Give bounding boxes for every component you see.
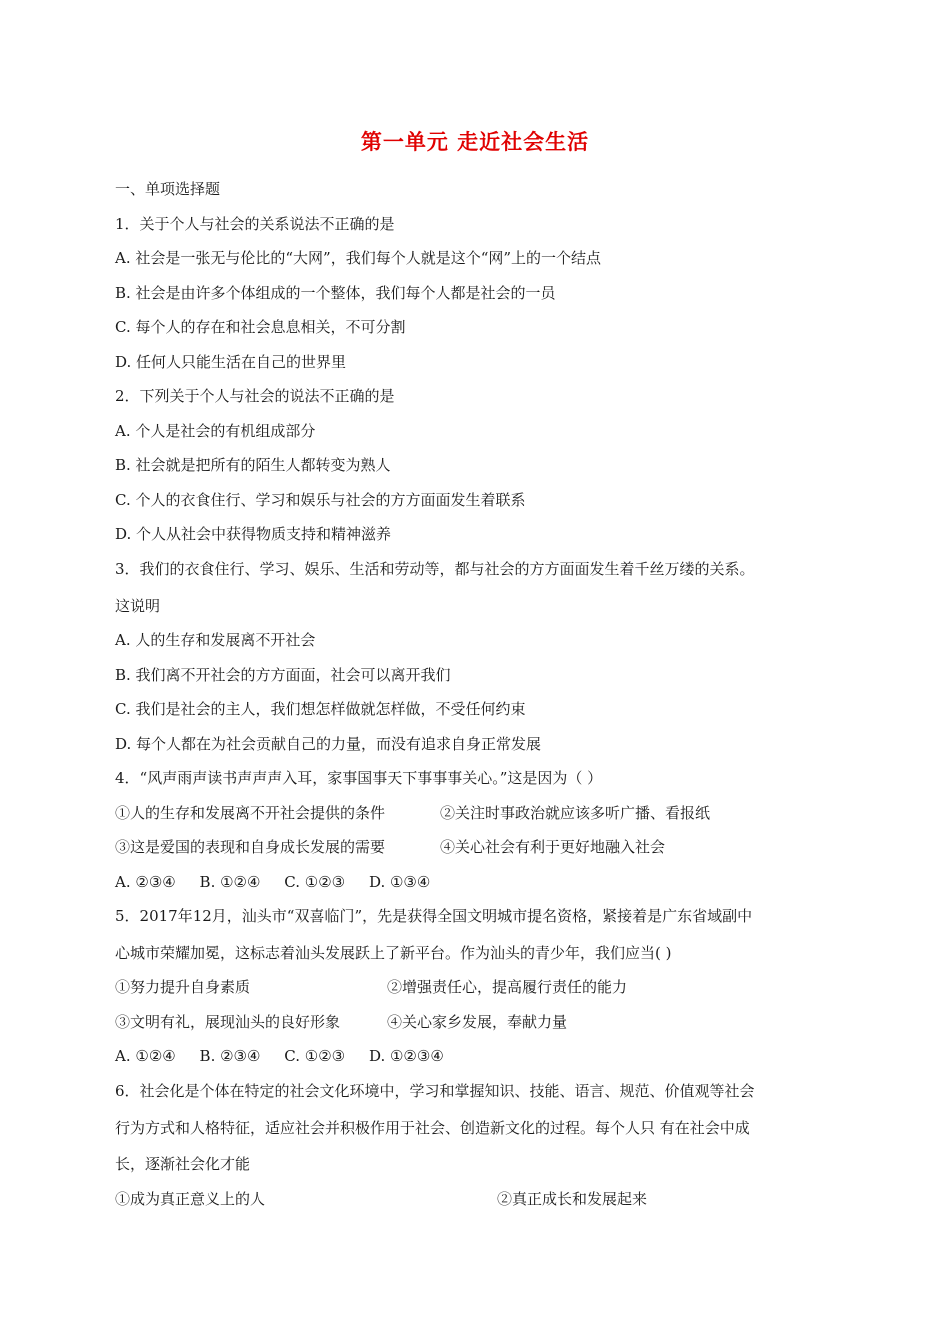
q4-options: A. ②③④ B. ①②④ C. ①②③ D. ①③④ bbox=[115, 873, 431, 891]
q6-stem-line1: 6．社会化是个体在特定的社会文化环境中，学习和掌握知识、技能、语言、规范、价值观等社会 bbox=[115, 1082, 755, 1100]
q1-option-d: D. 任何人只能生活在自己的世界里 bbox=[115, 353, 347, 371]
q3-option-d: D. 每个人都在为社会贡献自己的力量，而没有追求自身正常发展 bbox=[115, 735, 542, 753]
q4-statement-1: ①人的生存和发展离不开社会提供的条件 bbox=[115, 804, 386, 822]
q4-statement-row-2 bbox=[115, 836, 666, 858]
q2-option-b: B. 社会就是把所有的陌生人都转变为熟人 bbox=[115, 456, 391, 474]
q3-option-c: C. 我们是社会的主人，我们想怎样做就怎样做，不受任何约束 bbox=[115, 700, 526, 718]
q1-option-b: B. 社会是由许多个体组成的一个整体，我们每个人都是社会的一员 bbox=[115, 284, 556, 302]
q5-statement-1: ①努力提升自身素质 bbox=[115, 978, 251, 996]
q6-statement-2: ②真正成长和发展起来 bbox=[497, 1190, 648, 1208]
q5-statement-4: ④关心家乡发展，奉献力量 bbox=[387, 1013, 568, 1031]
q5-statement-2: ②增强责任心，提高履行责任的能力 bbox=[387, 978, 628, 996]
section-heading: 一、单项选择题 bbox=[115, 180, 221, 198]
q1-option-a: A. 社会是一张无与伦比的“大网”，我们每个人就是这个“网”上的一个结点 bbox=[115, 249, 602, 267]
q4-stem: 4．“风声雨声读书声声声入耳，家事国事天下事事事关心。”这是因为（ ） bbox=[115, 769, 603, 787]
q5-stem-line1: 5．2017年12月，汕头市“双喜临门”，先是获得全国文明城市提名资格，紧接着是广东省域副中 bbox=[115, 907, 753, 925]
q5-statement-row-1 bbox=[115, 976, 628, 998]
q4-statement-2: ②关注时事政治就应该多听广播、看报纸 bbox=[440, 804, 711, 822]
q6-stem-line2: 行为方式和人格特征，适应社会并积极作用于社会、创造新文化的过程。每个人只 有在社会中成 bbox=[115, 1119, 750, 1137]
q5-statement-3: ③文明有礼，展现汕头的良好形象 bbox=[115, 1013, 341, 1031]
q3-option-a: A. 人的生存和发展离不开社会 bbox=[115, 631, 316, 649]
q4-statement-3: ③这是爱国的表现和自身成长发展的需要 bbox=[115, 838, 386, 856]
q2-option-d: D. 个人从社会中获得物质支持和精神滋养 bbox=[115, 525, 392, 543]
q3-option-b: B. 我们离不开社会的方方面面，社会可以离开我们 bbox=[115, 666, 451, 684]
q3-stem-line1: 3．我们的衣食住行、学习、娱乐、生活和劳动等，都与社会的方方面面发生着千丝万缕的关系。 bbox=[115, 560, 755, 578]
q6-statement-1: ①成为真正意义上的人 bbox=[115, 1190, 266, 1208]
q4-statement-row-1 bbox=[115, 802, 711, 824]
q2-option-a: A. 个人是社会的有机组成部分 bbox=[115, 422, 316, 440]
q6-stem-line3: 长，逐渐社会化才能 bbox=[115, 1155, 251, 1173]
q4-statement-4: ④关心社会有利于更好地融入社会 bbox=[440, 838, 666, 856]
q2-option-c: C. 个人的衣食住行、学习和娱乐与社会的方方面面发生着联系 bbox=[115, 491, 526, 509]
q5-stem-line2: 心城市荣耀加冕，这标志着汕头发展跃上了新平台。作为汕头的青少年，我们应当( ) bbox=[115, 944, 672, 962]
q1-option-c: C. 每个人的存在和社会息息相关，不可分割 bbox=[115, 318, 406, 336]
q3-stem-line2: 这说明 bbox=[115, 597, 161, 615]
q5-statement-row-2 bbox=[115, 1011, 568, 1033]
q6-statement-row-1 bbox=[115, 1188, 648, 1210]
q1-stem: 1．关于个人与社会的关系说法不正确的是 bbox=[115, 215, 395, 233]
q5-options: A. ①②④ B. ②③④ C. ①②③ D. ①②③④ bbox=[115, 1047, 444, 1065]
page-title: 第一单元 走近社会生活 bbox=[360, 130, 590, 154]
q2-stem: 2．下列关于个人与社会的说法不正确的是 bbox=[115, 387, 395, 405]
